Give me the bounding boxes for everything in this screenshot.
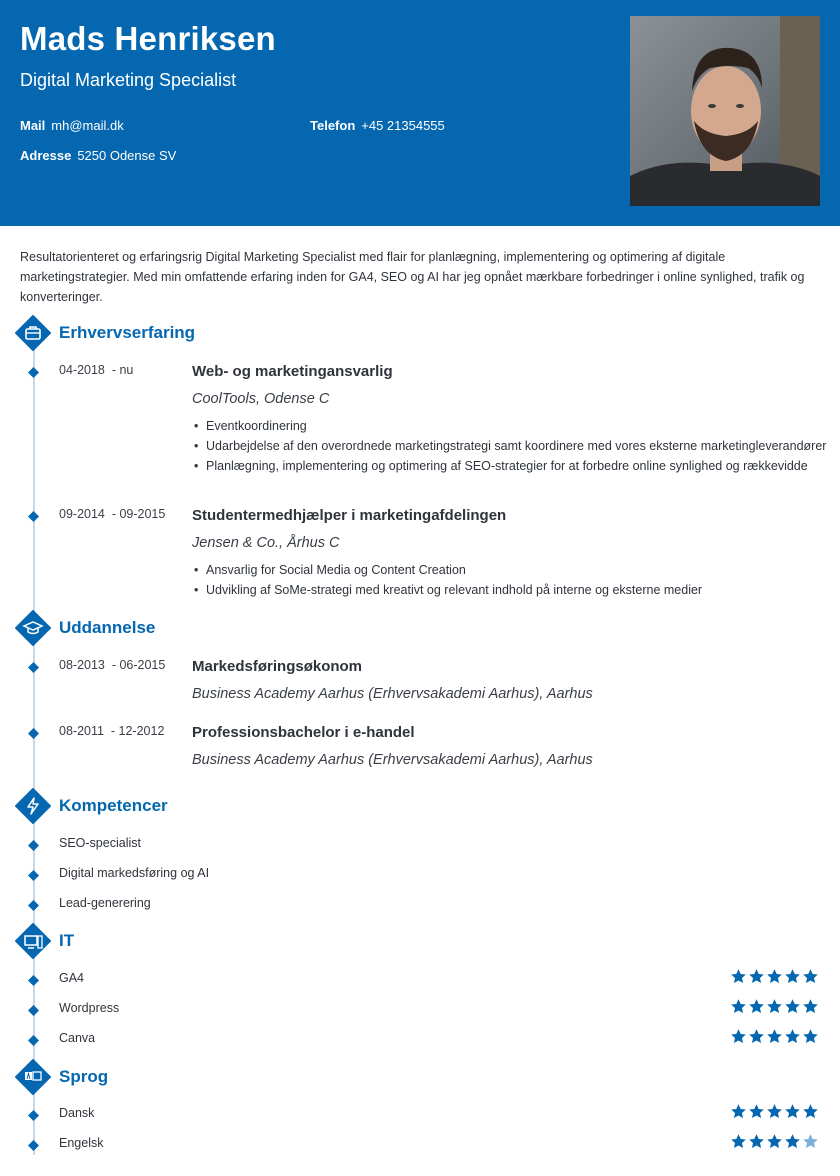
section-title-experience: Erhvervserfaring — [59, 323, 196, 342]
education-school: Business Academy Aarhus (Erhvervsakademi Aarhus), Aarhus — [192, 752, 593, 768]
timeline-marker — [28, 365, 39, 376]
mail-label: Mail — [20, 118, 46, 133]
star-filled-icon — [748, 1133, 765, 1150]
phone-value[interactable]: +45 21354555 — [361, 118, 445, 133]
translate-icon — [15, 1059, 51, 1095]
star-filled-icon — [784, 998, 801, 1015]
contact-mail — [20, 118, 124, 133]
lightning-icon — [15, 788, 51, 824]
briefcase-icon — [15, 315, 51, 351]
experience-bullets — [192, 560, 827, 600]
star-filled-icon — [730, 1133, 747, 1150]
section-title-it: IT — [59, 931, 75, 950]
it-skill-name: Canva — [59, 1031, 96, 1045]
timeline-marker — [28, 1138, 39, 1149]
section-title-education: Uddannelse — [59, 618, 156, 637]
bullet-item: • Udvikling af SoMe-strategi med kreativt og relevant indhold på interne og eksterne medier — [192, 580, 827, 600]
star-filled-icon — [802, 1103, 819, 1120]
timeline-marker — [28, 1033, 39, 1044]
star-rating — [730, 968, 819, 985]
star-filled-icon — [766, 1103, 783, 1120]
skill-item: Digital markedsføring og AI — [59, 866, 210, 880]
experience-role: Web- og marketingansvarlig — [192, 363, 393, 380]
education-degree: Markedsføringsøkonom — [192, 658, 363, 675]
star-filled-icon — [730, 1103, 747, 1120]
star-filled-icon — [784, 968, 801, 985]
cv-header — [0, 0, 840, 226]
education-school: Business Academy Aarhus (Erhvervsakademi Aarhus), Aarhus — [192, 686, 593, 702]
experience-role: Studentermedhjælper i marketingafdelingen — [192, 507, 507, 524]
experience-company: Jensen & Co., Århus C — [192, 535, 340, 551]
star-filled-icon — [784, 1133, 801, 1150]
timeline-marker — [28, 868, 39, 879]
skill-item: SEO-specialist — [59, 836, 141, 850]
phone-label: Telefon — [310, 118, 356, 133]
star-filled-icon — [802, 998, 819, 1015]
graduation-cap-icon — [15, 610, 51, 646]
star-rating — [730, 1103, 819, 1120]
timeline-marker — [28, 509, 39, 520]
education-date: 08-2011 - 12-2012 — [59, 724, 165, 738]
experience-bullets — [192, 416, 827, 476]
it-skill-name: Wordpress — [59, 1001, 120, 1015]
star-rating — [730, 1028, 819, 1045]
star-filled-icon — [748, 968, 765, 985]
profile-photo — [630, 16, 820, 206]
education-date: 08-2013 - 06-2015 — [59, 658, 166, 672]
timeline-marker — [28, 660, 39, 671]
star-filled-icon — [802, 968, 819, 985]
star-filled-icon — [802, 1028, 819, 1045]
section-title-languages: Sprog — [59, 1067, 109, 1086]
timeline-marker — [28, 726, 39, 737]
star-filled-icon — [748, 1103, 765, 1120]
bullet-item: • Planlægning, implementering og optimering af SEO-strategier for at forbedre online synlighed og rækkevidde — [192, 456, 827, 476]
star-filled-icon — [748, 998, 765, 1015]
section-title-skills: Kompetencer — [59, 796, 168, 815]
skill-item: Lead-generering — [59, 896, 151, 910]
computer-icon — [15, 923, 51, 959]
contact-phone — [310, 118, 445, 133]
timeline-marker — [28, 1108, 39, 1119]
star-filled-icon — [766, 1133, 783, 1150]
address-value: 5250 Odense SV — [77, 148, 177, 163]
timeline-marker — [28, 1003, 39, 1014]
star-filled-icon — [730, 1028, 747, 1045]
star-filled-icon — [766, 998, 783, 1015]
bullet-item: • Udarbejdelse af den overordnede marketingstrategi samt koordinere med vores eksterne marketingleverandører — [192, 436, 827, 456]
star-filled-icon — [730, 998, 747, 1015]
timeline-marker — [28, 973, 39, 984]
language-name: Engelsk — [59, 1136, 104, 1150]
star-filled-icon — [748, 1028, 765, 1045]
star-filled-icon — [766, 968, 783, 985]
education-degree: Professionsbachelor i e-handel — [192, 724, 415, 741]
timeline-marker — [28, 838, 39, 849]
star-filled-icon — [730, 968, 747, 985]
star-rating — [730, 998, 819, 1015]
experience-company: CoolTools, Odense C — [192, 391, 330, 407]
person-name: Mads Henriksen — [20, 20, 276, 57]
language-name: Dansk — [59, 1106, 95, 1120]
star-filled-icon — [784, 1103, 801, 1120]
experience-date: 04-2018 - nu — [59, 363, 134, 377]
it-skill-name: GA4 — [59, 971, 85, 985]
mail-value[interactable]: mh@mail.dk — [51, 118, 124, 133]
timeline-marker — [28, 898, 39, 909]
bullet-item: • Ansvarlig for Social Media og Content Creation — [192, 560, 827, 580]
star-filled-icon — [784, 1028, 801, 1045]
person-title: Digital Marketing Specialist — [20, 70, 237, 90]
star-filled-icon — [766, 1028, 783, 1045]
bullet-item: • Eventkoordinering — [192, 416, 827, 436]
star-rating — [730, 1133, 819, 1150]
experience-date: 09-2014 - 09-2015 — [59, 507, 166, 521]
star-empty-icon — [802, 1133, 819, 1150]
address-label: Adresse — [20, 148, 72, 163]
profile-summary: Resultatorienteret og erfaringsrig Digital Marketing Specialist med flair for planlægning, implementering og optimering af digitale marketingstrategier. Med min omfattende erfaring inden for GA4, SEO og AI har jeg opnået mærkbare forbedringer i online synlighed, trafik og konverteringer. — [20, 250, 805, 304]
contact-address — [20, 148, 176, 163]
